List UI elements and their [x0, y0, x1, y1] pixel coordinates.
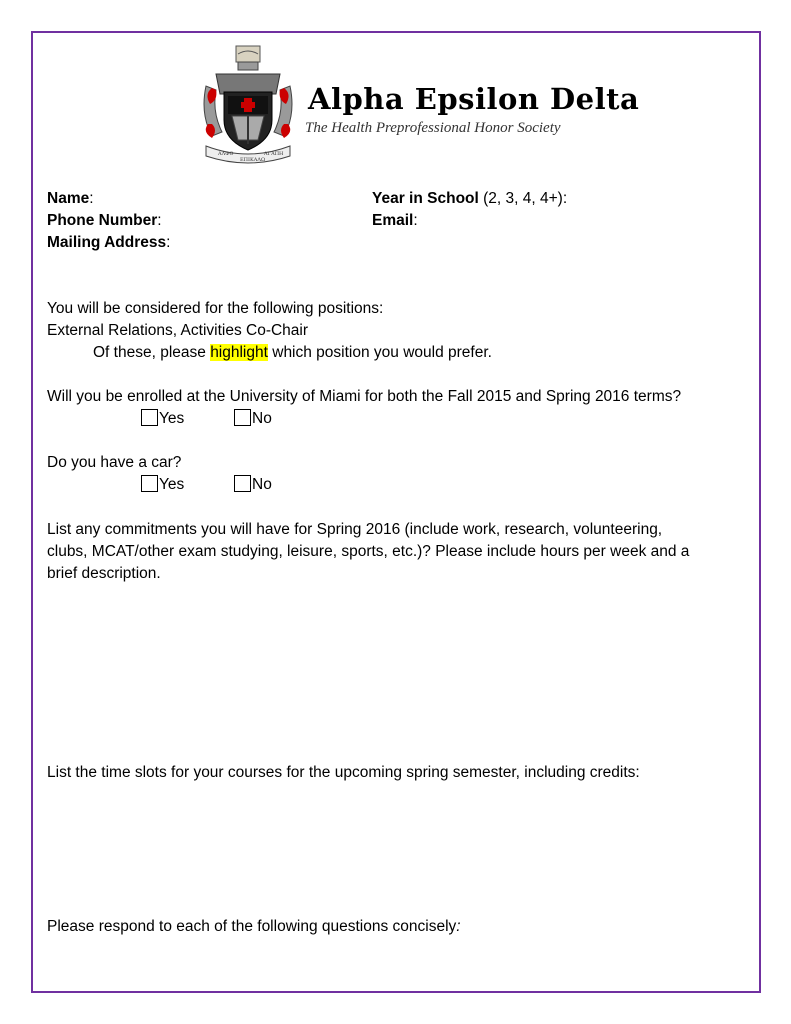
questions-prompt-text: Please respond to each of the following questions concisely [47, 918, 457, 935]
page-border [31, 31, 761, 993]
car-question: Do you have a car? [47, 454, 182, 471]
crest-banner-left: ΑΛΦΘ [218, 151, 234, 157]
phone-label: Phone Number [47, 212, 158, 229]
crest-logo [198, 44, 298, 166]
enrollment-question: Will you be enrolled at the University of Miami for both the Fall 2015 and Spring 2016 terms? [47, 388, 682, 405]
courses-prompt: List the time slots for your courses for the upcoming spring semester, including credits: [47, 764, 640, 781]
org-title: Alpha Epsilon Delta [308, 82, 640, 116]
pref-before: Of these, please [93, 344, 211, 361]
car-no-label: No [252, 476, 272, 493]
address-field [47, 232, 170, 254]
crest-banner-right: ΑΓΑΠΗ [264, 151, 284, 157]
enrollment-no-option[interactable] [234, 408, 272, 430]
name-colon: : [89, 190, 94, 207]
position-preference [93, 342, 492, 364]
commitments-line-1: List any commitments you will have for Spring 2016 (include work, research, volunteering, [47, 521, 663, 538]
car-no-option[interactable] [234, 474, 272, 496]
phone-field [47, 210, 162, 232]
name-field [47, 188, 94, 210]
email-field [372, 210, 418, 232]
year-label: Year in School [372, 190, 479, 207]
car-yes-label: Yes [159, 476, 185, 493]
commitments-line-2: clubs, MCAT/other exam studying, leisure, sports, etc.)? Please include hours per week and a [47, 543, 690, 560]
address-label: Mailing Address [47, 234, 167, 251]
car-yes-checkbox[interactable] [141, 475, 158, 492]
email-colon: : [413, 212, 418, 229]
org-tagline: The Health Preprofessional Honor Society [305, 120, 561, 136]
year-hint: (2, 3, 4, 4+) [483, 190, 563, 207]
car-no-checkbox[interactable] [234, 475, 251, 492]
positions-list: External Relations, Activities Co-Chair [47, 322, 309, 339]
phone-colon: : [157, 212, 162, 229]
enrollment-yes-option[interactable] [141, 408, 184, 430]
pref-highlight: highlight [210, 344, 268, 361]
commitments-line-3: brief description. [47, 565, 161, 582]
address-colon: : [166, 234, 171, 251]
car-yes-option[interactable] [141, 474, 184, 496]
enrollment-yes-checkbox[interactable] [141, 409, 158, 426]
year-field [372, 188, 567, 210]
enrollment-yes-label: Yes [159, 410, 185, 427]
enrollment-no-label: No [252, 410, 272, 427]
positions-intro: You will be considered for the following positions: [47, 300, 384, 317]
name-label: Name [47, 190, 90, 207]
questions-prompt-end: : [456, 918, 461, 935]
enrollment-no-checkbox[interactable] [234, 409, 251, 426]
year-colon: : [562, 190, 568, 207]
crest-banner-center: ΕΠΙΚΑΛΩ [240, 157, 266, 163]
pref-after: which position you would prefer. [267, 344, 492, 361]
questions-prompt [47, 916, 461, 938]
email-label: Email [372, 212, 414, 229]
